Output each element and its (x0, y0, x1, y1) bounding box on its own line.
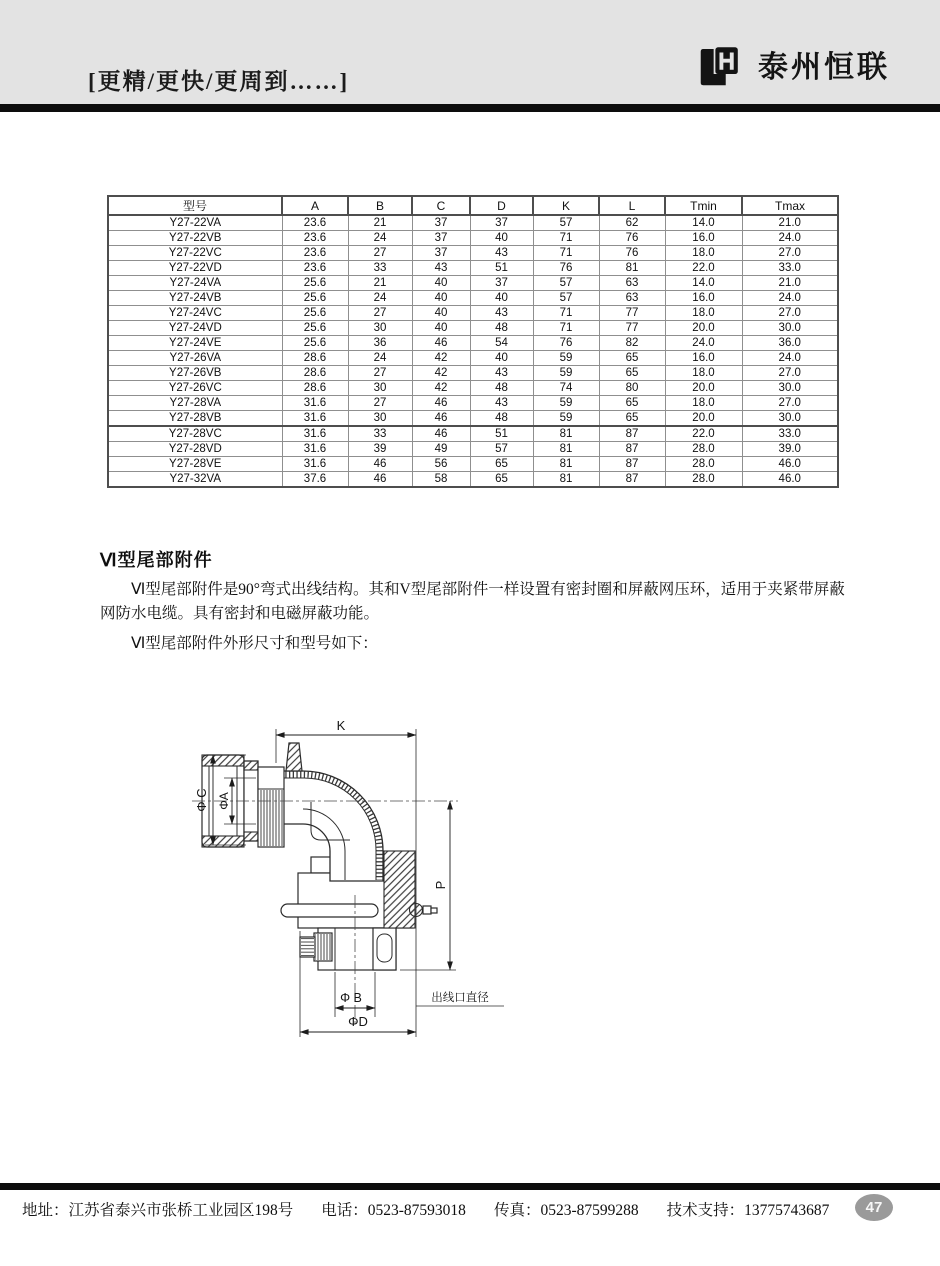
table-cell: 54 (470, 336, 533, 351)
table-cell: 16.0 (665, 231, 742, 246)
table-cell: 33.0 (742, 261, 838, 276)
table-row (108, 261, 838, 276)
table-cell: 21.0 (742, 276, 838, 291)
section-title: Ⅵ型尾部附件 (100, 550, 213, 570)
table-cell: 46.0 (742, 457, 838, 472)
table-cell: 37.6 (282, 472, 348, 488)
table-cell: 71 (533, 231, 599, 246)
table-cell: 57 (533, 215, 599, 231)
table-cell: 24 (348, 351, 412, 366)
tail-accessory-section (100, 546, 858, 656)
table-cell: 37 (470, 215, 533, 231)
table-row (108, 457, 838, 472)
column-header: C (412, 196, 470, 215)
table-cell: 57 (470, 442, 533, 457)
table-cell: 65 (599, 411, 665, 427)
table-cell: 37 (412, 215, 470, 231)
table-cell: 21 (348, 215, 412, 231)
header-divider (0, 104, 940, 112)
table-cell: 28.0 (665, 442, 742, 457)
table-cell: 27.0 (742, 366, 838, 381)
table-cell: 37 (470, 276, 533, 291)
table-cell: 27.0 (742, 396, 838, 411)
table-row (108, 426, 838, 442)
table-cell: 31.6 (282, 411, 348, 427)
table-cell: 76 (533, 261, 599, 276)
table-cell: 76 (599, 246, 665, 261)
table-cell: Y27-24VC (108, 306, 282, 321)
technical-drawing (188, 703, 532, 1053)
table-cell: 62 (599, 215, 665, 231)
table-cell: 18.0 (665, 306, 742, 321)
table-cell: 23.6 (282, 215, 348, 231)
table-cell: 20.0 (665, 411, 742, 427)
table-cell: 43 (412, 261, 470, 276)
table-cell: 16.0 (665, 291, 742, 306)
table-cell: 46.0 (742, 472, 838, 488)
table-cell: 30.0 (742, 321, 838, 336)
dim-label-p: P (433, 880, 448, 890)
table-cell: 40 (412, 306, 470, 321)
dim-label-phi-c: Φ C (194, 788, 209, 812)
table-cell: 37 (412, 231, 470, 246)
table-cell: 31.6 (282, 426, 348, 442)
table-cell: 31.6 (282, 396, 348, 411)
table-row (108, 291, 838, 306)
footer-phone: 电话：0523-87593018 (321, 1202, 466, 1219)
table-cell: 40 (470, 231, 533, 246)
table-cell: 80 (599, 381, 665, 396)
table-cell: 39 (348, 442, 412, 457)
table-cell: 43 (470, 396, 533, 411)
table-cell: 27.0 (742, 306, 838, 321)
column-header: L (599, 196, 665, 215)
section-paragraph-1: Ⅵ型尾部附件是90°弯式出线结构。其和V型尾部附件一样设置有密封圈和屏蔽网压环，适用于夹紧带屏蔽网防水电缆。具有密封和电磁屏蔽功能。 (100, 581, 845, 622)
table-cell: 21.0 (742, 215, 838, 231)
footer-support: 技术支持：13775743687 (666, 1202, 830, 1219)
table-cell: 76 (599, 231, 665, 246)
table-cell: 43 (470, 306, 533, 321)
table-cell: 71 (533, 246, 599, 261)
table-cell: 46 (412, 336, 470, 351)
table-cell: 37 (412, 246, 470, 261)
table-cell: 25.6 (282, 321, 348, 336)
column-header: B (348, 196, 412, 215)
table-cell: 27 (348, 246, 412, 261)
table-cell: 58 (412, 472, 470, 488)
table-cell: 24.0 (665, 336, 742, 351)
table-cell: Y27-24VD (108, 321, 282, 336)
table-cell: 31.6 (282, 442, 348, 457)
table-cell: 20.0 (665, 321, 742, 336)
table-row (108, 231, 838, 246)
table-row (108, 381, 838, 396)
table-cell: 20.0 (665, 381, 742, 396)
table-cell: 28.6 (282, 366, 348, 381)
table-cell: 27 (348, 366, 412, 381)
column-header: Tmin (665, 196, 742, 215)
table-row (108, 442, 838, 457)
company-name: 泰州恒联 (758, 51, 890, 84)
table-cell: 71 (533, 306, 599, 321)
table-cell: 14.0 (665, 215, 742, 231)
table-cell: 87 (599, 442, 665, 457)
table-cell: 46 (412, 396, 470, 411)
slogan-text: [更精/更快/更周到……] (88, 69, 350, 94)
table-row (108, 321, 838, 336)
table-cell: 40 (412, 291, 470, 306)
table-cell: 59 (533, 396, 599, 411)
table-cell: 24.0 (742, 291, 838, 306)
table-cell: 46 (412, 411, 470, 427)
column-header: D (470, 196, 533, 215)
table-cell: 33 (348, 426, 412, 442)
table-cell: 87 (599, 472, 665, 488)
table-cell: 24 (348, 291, 412, 306)
table-cell: 30 (348, 381, 412, 396)
table-cell: 65 (599, 351, 665, 366)
table-header-row (108, 196, 838, 215)
table-cell: 22.0 (665, 426, 742, 442)
column-header: Tmax (742, 196, 838, 215)
table-cell: 65 (470, 457, 533, 472)
table-cell: 28.6 (282, 381, 348, 396)
table-cell: 27 (348, 306, 412, 321)
table-cell: 74 (533, 381, 599, 396)
table-cell: 43 (470, 246, 533, 261)
table-row (108, 411, 838, 427)
size-table-body (108, 215, 838, 487)
table-cell: 59 (533, 366, 599, 381)
table-cell: 51 (470, 261, 533, 276)
company-logo (699, 44, 890, 92)
table-cell: 77 (599, 321, 665, 336)
table-cell: 30.0 (742, 381, 838, 396)
table-cell: 76 (533, 336, 599, 351)
table-cell: Y27-22VC (108, 246, 282, 261)
table-cell: 28.0 (665, 457, 742, 472)
table-cell: 28.0 (665, 472, 742, 488)
table-cell: 30.0 (742, 411, 838, 427)
table-cell: 30 (348, 411, 412, 427)
footer-divider (0, 1183, 940, 1190)
table-cell: 16.0 (665, 351, 742, 366)
page-header (0, 0, 940, 105)
column-header: 型号 (108, 196, 282, 215)
table-cell: 25.6 (282, 291, 348, 306)
company-logo-icon (699, 44, 749, 92)
column-header: A (282, 196, 348, 215)
column-header: K (533, 196, 599, 215)
table-cell: Y27-22VB (108, 231, 282, 246)
dim-label-k: K (336, 718, 346, 733)
table-cell: Y27-32VA (108, 472, 282, 488)
table-cell: 81 (533, 442, 599, 457)
table-cell: 48 (470, 321, 533, 336)
table-cell: 42 (412, 366, 470, 381)
table-cell: 28.6 (282, 351, 348, 366)
page-number-badge: 47 (855, 1194, 893, 1221)
table-cell: 24.0 (742, 231, 838, 246)
table-cell: 46 (412, 426, 470, 442)
table-cell: 40 (470, 351, 533, 366)
table-cell: 27.0 (742, 246, 838, 261)
table-cell: 30 (348, 321, 412, 336)
table-cell: Y27-28VE (108, 457, 282, 472)
table-cell: 82 (599, 336, 665, 351)
table-cell: Y27-28VB (108, 411, 282, 427)
table-cell: 65 (470, 472, 533, 488)
table-cell: 36.0 (742, 336, 838, 351)
table-cell: 33.0 (742, 426, 838, 442)
table-row (108, 472, 838, 488)
table-cell: 31.6 (282, 457, 348, 472)
table-cell: 81 (533, 472, 599, 488)
page-footer (22, 1198, 829, 1220)
table-cell: 18.0 (665, 246, 742, 261)
table-cell: 57 (533, 291, 599, 306)
table-cell: Y27-24VB (108, 291, 282, 306)
table-row (108, 396, 838, 411)
table-cell: 81 (599, 261, 665, 276)
table-cell: 39.0 (742, 442, 838, 457)
table-row (108, 366, 838, 381)
table-cell: 23.6 (282, 246, 348, 261)
table-cell: 71 (533, 321, 599, 336)
table-cell: 40 (412, 276, 470, 291)
table-cell: 24.0 (742, 351, 838, 366)
dim-label-phi-b: Φ B (340, 991, 362, 1005)
dimension-table (107, 195, 839, 488)
table-cell: 49 (412, 442, 470, 457)
table-cell: Y27-24VE (108, 336, 282, 351)
table-cell: 40 (470, 291, 533, 306)
table-cell: 59 (533, 351, 599, 366)
table-cell: 56 (412, 457, 470, 472)
table-cell: 36 (348, 336, 412, 351)
table-cell: 87 (599, 426, 665, 442)
table-row (108, 276, 838, 291)
table-cell: 46 (348, 457, 412, 472)
table-row (108, 336, 838, 351)
table-cell: 23.6 (282, 261, 348, 276)
table-cell: Y27-28VC (108, 426, 282, 442)
footer-fax: 传真：0523-87599288 (493, 1202, 639, 1219)
table-cell: 18.0 (665, 396, 742, 411)
dim-label-phi-d: ΦD (348, 1014, 368, 1029)
table-cell: 87 (599, 457, 665, 472)
table-row (108, 215, 838, 231)
table-cell: 22.0 (665, 261, 742, 276)
table-cell: 25.6 (282, 336, 348, 351)
table-cell: 48 (470, 381, 533, 396)
table-cell: 25.6 (282, 276, 348, 291)
table-cell: Y27-24VA (108, 276, 282, 291)
table-cell: Y27-22VA (108, 215, 282, 231)
table-cell: 65 (599, 396, 665, 411)
table-cell: 57 (533, 276, 599, 291)
table-cell: 77 (599, 306, 665, 321)
table-cell: 59 (533, 411, 599, 427)
table-cell: 46 (348, 472, 412, 488)
table-cell: 63 (599, 291, 665, 306)
section-paragraph-2: Ⅵ型尾部附件外形尺寸和型号如下： (131, 635, 378, 652)
footer-address: 地址：江苏省泰兴市张桥工业园区198号 (22, 1202, 294, 1219)
table-row (108, 246, 838, 261)
table-cell: Y27-26VA (108, 351, 282, 366)
table-cell: 27 (348, 396, 412, 411)
table-cell: 51 (470, 426, 533, 442)
table-cell: Y27-22VD (108, 261, 282, 276)
table-row (108, 306, 838, 321)
table-cell: 40 (412, 321, 470, 336)
table-cell: Y27-26VB (108, 366, 282, 381)
table-cell: 25.6 (282, 306, 348, 321)
table-cell: 65 (599, 366, 665, 381)
table-cell: 14.0 (665, 276, 742, 291)
table-cell: 48 (470, 411, 533, 427)
dim-label-phi-a: ΦA (217, 792, 231, 810)
table-cell: 18.0 (665, 366, 742, 381)
table-cell: Y27-28VD (108, 442, 282, 457)
table-row (108, 351, 838, 366)
table-cell: 81 (533, 426, 599, 442)
table-cell: 43 (470, 366, 533, 381)
table-cell: 42 (412, 351, 470, 366)
table-cell: 63 (599, 276, 665, 291)
table-cell: 23.6 (282, 231, 348, 246)
table-cell: Y27-28VA (108, 396, 282, 411)
outlet-diameter-note: 出线口直径 (431, 992, 489, 1004)
table-cell: 21 (348, 276, 412, 291)
table-cell: 81 (533, 457, 599, 472)
table-cell: 24 (348, 231, 412, 246)
table-cell: 42 (412, 381, 470, 396)
table-cell: 33 (348, 261, 412, 276)
table-cell: Y27-26VC (108, 381, 282, 396)
